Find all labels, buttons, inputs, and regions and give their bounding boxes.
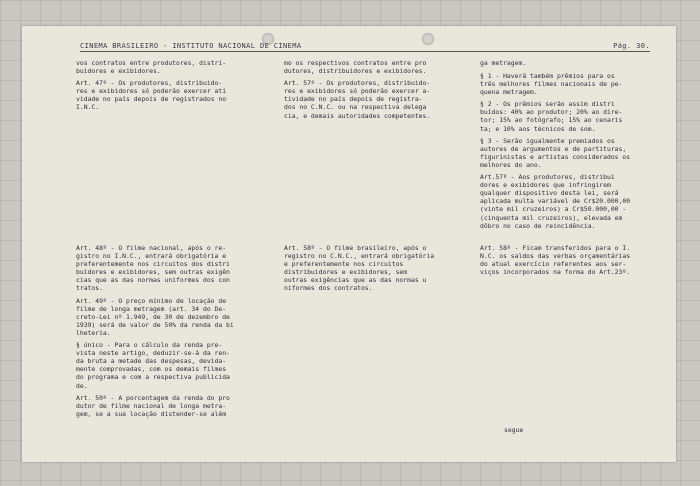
continuation-note: segue <box>504 426 524 434</box>
paragraph: Art. 49º - O preço mínimo de locação de filme de longa metragem (art. 34 do De- creto-Lei nº 1.949, de 30 de dezembro de 1939) será de valor de 50% da renda da bi lheteria. <box>76 296 234 337</box>
page-header <box>80 42 650 52</box>
paragraph: mo os respectivos contratos entre pro dutores, distribuidores e exibidores. <box>284 59 427 76</box>
paragraph: § único - Para o cálculo da renda pre- vista neste artigo, deduzir-se-á da ren- da bruta a metade das despesas, devida- mente comprovadas, com os demais filmes do programa e com a respectiva publicida de. <box>76 341 230 390</box>
column-right-top-start <box>480 59 666 71</box>
column-right-top <box>480 72 666 234</box>
page-number: Pág. 30. <box>613 42 650 50</box>
paragraph: § 2 - Os prêmios serão assim distri buídos: 40% ao produtor; 20% ao dire- tor; 15% ao fotógrafo; 15% ao cenaris ta; e 10% aos técnicos de som. <box>480 100 623 133</box>
header-title: CINEMA BRASILEIRO - INSTITUTO NACIONAL DE CINEMA <box>80 42 302 50</box>
document-sheet <box>22 26 676 462</box>
column-left-bottom <box>76 244 276 422</box>
paragraph: Art. 48º - O filme nacional, após o re- gistro no I.N.C., entrará obrigatória e preferentemente nos circuitos dos distri buidores e exibidores, sem outras exigên cias que as das normas uniformes dos con tratos. <box>76 244 230 293</box>
paragraph: Art. 58º - O filme brasileiro, após o registro no C.N.C., entrará obrigatória e preferentemente nos circuitos distribuidores e exibidores, sem outras exigências que as das normas u niformes dos contratos. <box>284 244 435 293</box>
column-right-bottom <box>480 244 666 280</box>
paragraph: Art. 50º - A porcentagem da renda do pro dutor de filme nacional de longa metra- gem, se a sua locação distender-se além <box>76 393 230 418</box>
paragraph: ga metragem. <box>480 59 527 67</box>
paragraph: Art. 58º - Ficam transferidos para o I. N.C. os saldos das verbas orçamentárias do atual exercício referentes aos ser- viços incorporados na forma do Art.23º. <box>480 244 631 277</box>
column-middle-bottom <box>284 244 484 297</box>
paragraph: § 1 - Haverá também prêmios para os três melhores filmes nacionais de pe- quena metragem. <box>480 72 623 97</box>
paragraph: § 3 - Serão igualmente premiados os autores de argumentos e de partituras, figurinistas e artistas considerados os melhores do ano. <box>480 136 631 169</box>
paragraph: Art. 47º - Os produtores, distribuido- res e exibidores só poderão exercer ati vidade no país depois de registrados no I.N.C. <box>76 79 227 112</box>
column-left-top <box>76 59 276 116</box>
paragraph: Art. 57º - Os produtores, distribuido- res e exibidores só poderão exercer a- tividade no país depois de registra- dos no C.N.C. ou na respectiva delega cia, e demais autoridades competentes. <box>284 79 431 120</box>
column-middle-top <box>284 59 484 124</box>
paragraph: vos contratos entre produtores, distri- buidores e exibidores. <box>76 59 227 76</box>
paragraph: Art.57º - Aos produtores, distribui dores e exibidores que infringirem qualquer dispositivo desta lei, será aplicada multa variável de Cr$20.000,00 (vinte mil cruzeiros) a Cr$50.000,00 - (cinquenta mil cruzeiros), elevada em dôbro no caso de reincidência. <box>480 173 631 230</box>
